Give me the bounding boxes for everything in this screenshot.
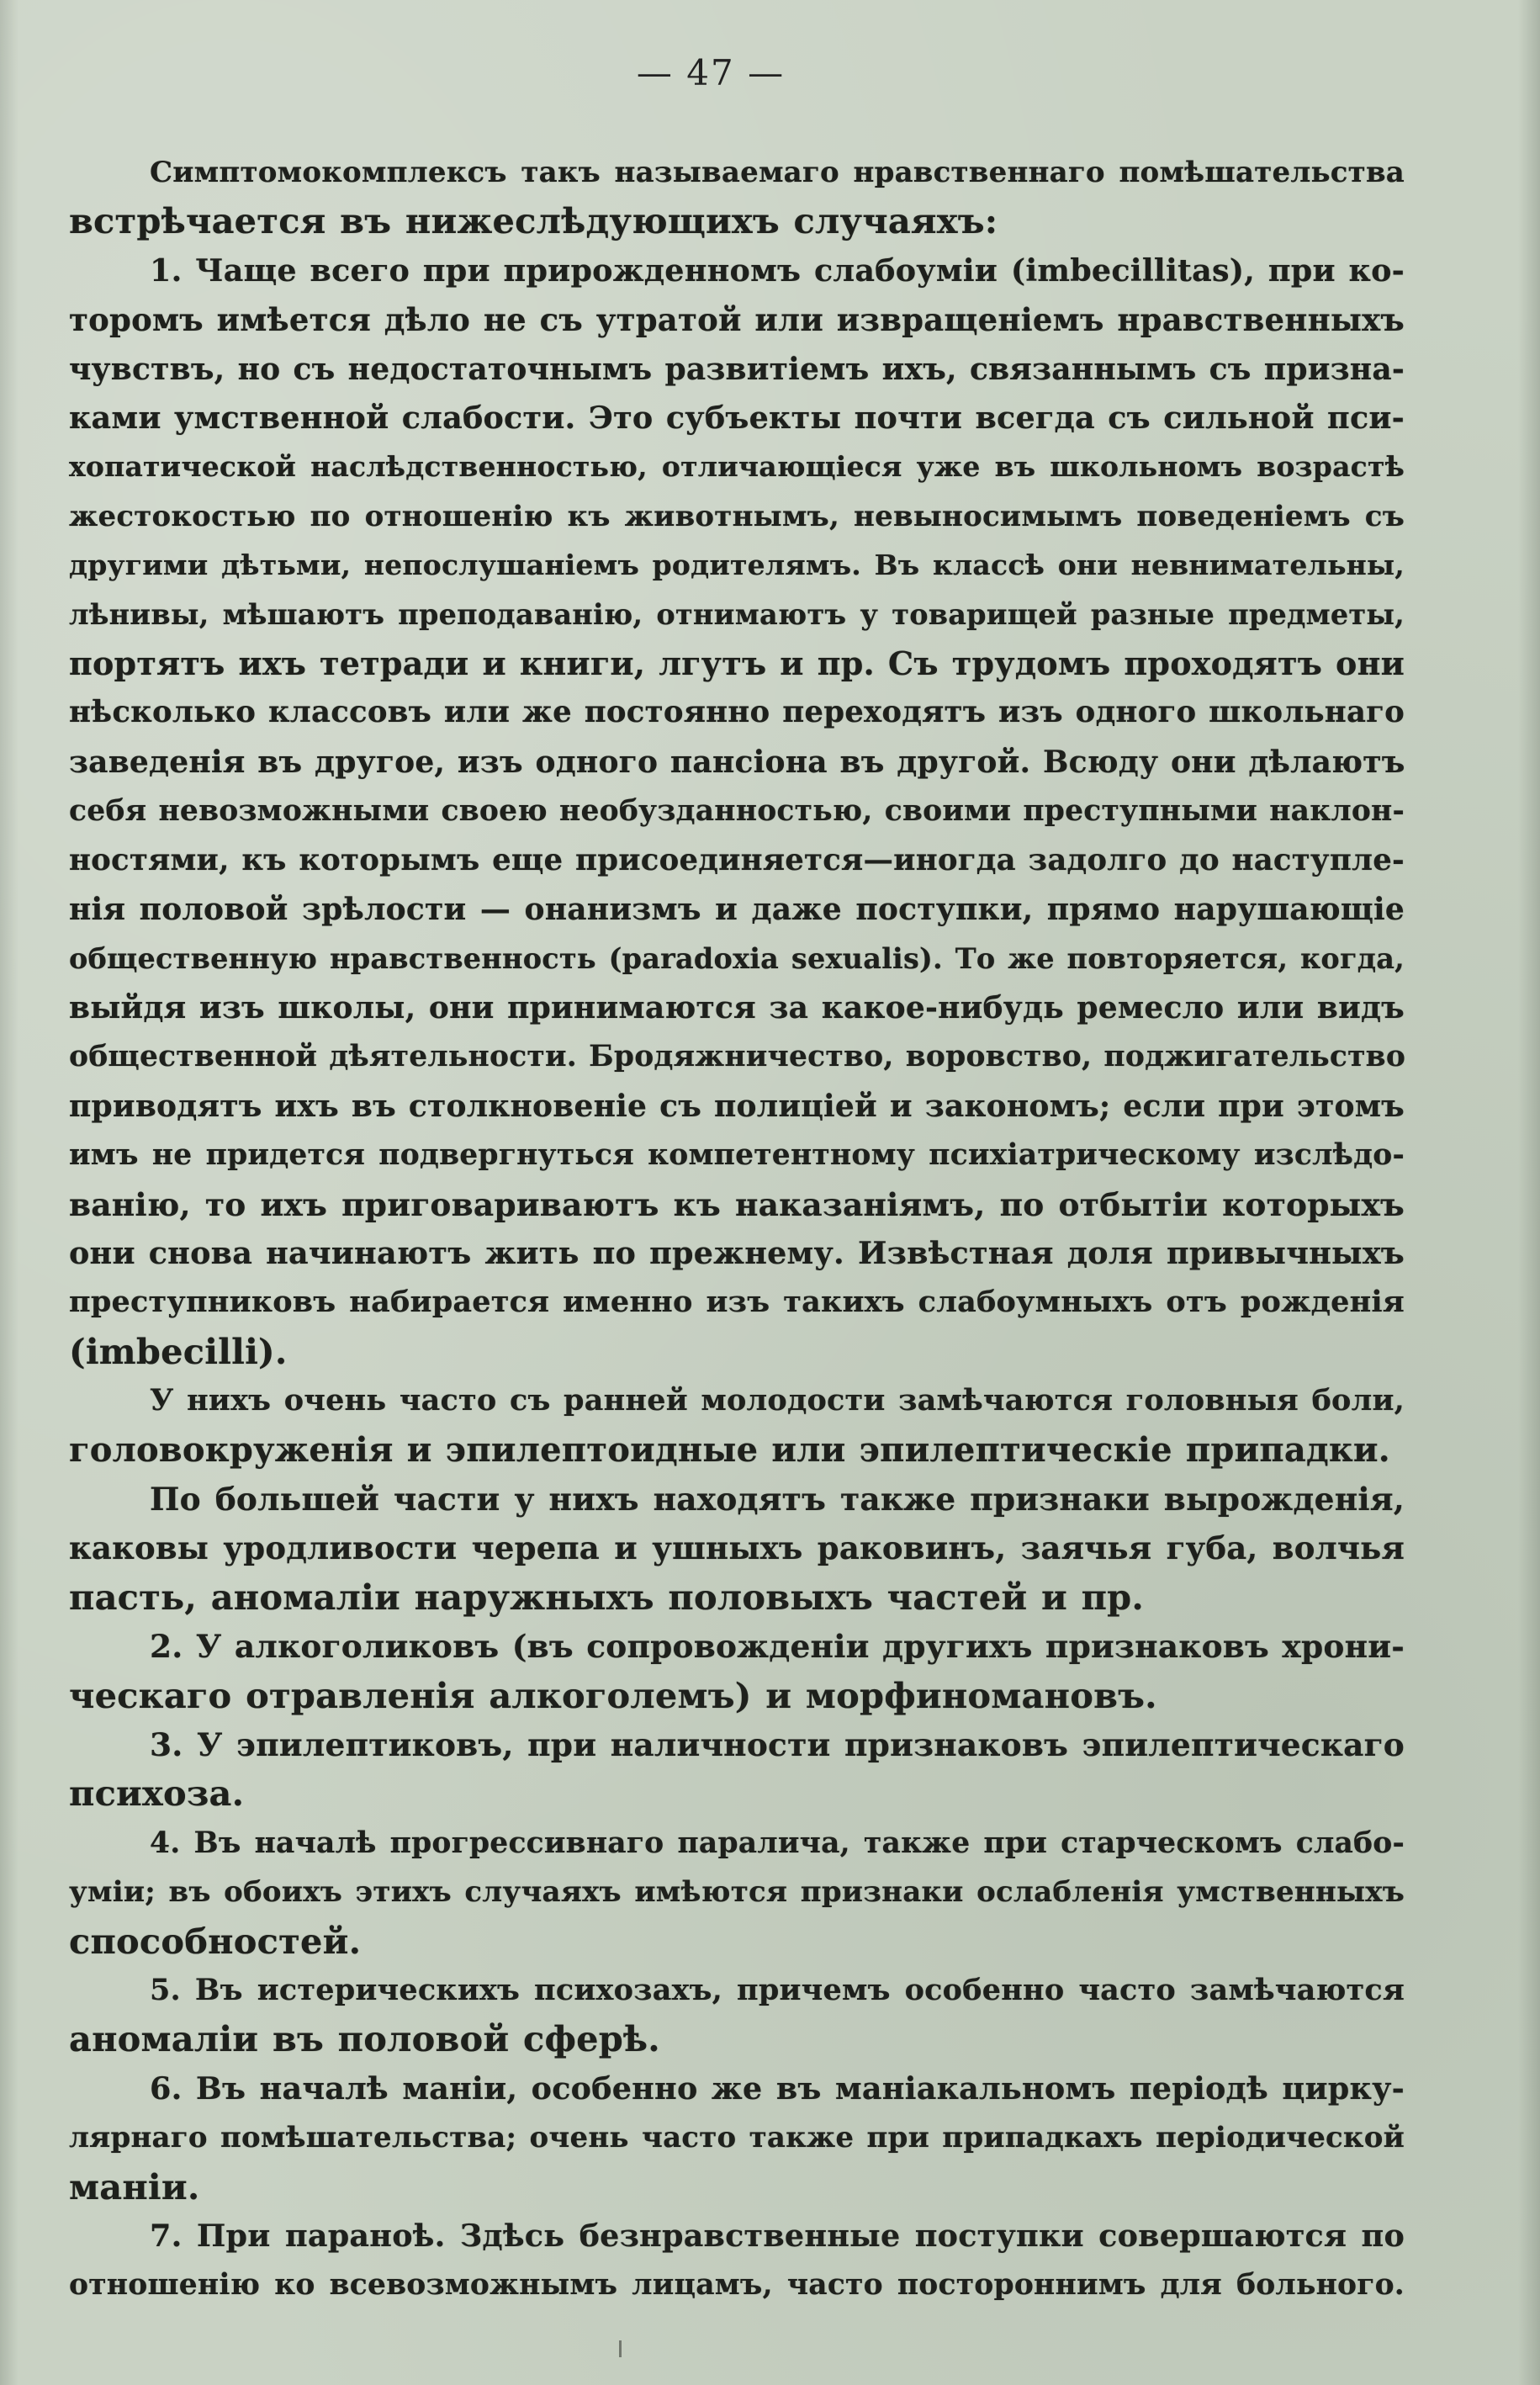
text-line: другими дѣтьми, непослушаніемъ родителямъ. Въ классѣ они невнимательны, <box>69 549 1405 582</box>
text-line: маніи. <box>69 2165 200 2207</box>
text-line: каковы уродливости черепа и ушныхъ раковинъ, заячья губа, волчья <box>69 1529 1405 1567</box>
text-line: ками умственной слабости. Это субъекты почти всегда съ сильной пси- <box>69 400 1405 437</box>
text-line: аномаліи въ половой сферѣ. <box>69 2018 660 2060</box>
text-line: 4. Въ началѣ прогрессивнаго паралича, также при старческомъ слабо- <box>150 1826 1405 1860</box>
text-line: отношенію ко всевозможнымъ лицамъ, часто постороннимъ для больного. <box>69 2268 1405 2303</box>
text-line: 5. Въ истерическихъ психозахъ, причемъ особенно часто замѣчаются <box>150 1973 1405 2008</box>
text-line: Симптомокомплексъ такъ называемаго нравственнаго помѣшательства <box>150 156 1405 189</box>
text-line: ностями, къ которымъ еще присоединяется—иногда задолго до наступле- <box>69 842 1405 877</box>
text-line: жестокостью по отношенію къ животнымъ, невыносимымъ поведеніемъ съ <box>69 499 1405 533</box>
page-number: — 47 — <box>636 52 786 93</box>
text-line: общественной дѣятельности. Бродяжничество, воровство, поджигательство <box>69 1040 1406 1074</box>
text-line: ческаго отравленія алкоголемъ) и морфиномановъ. <box>69 1674 1157 1716</box>
text-line: ванію, то ихъ приговариваютъ къ наказаніямъ, по отбытіи которыхъ <box>69 1185 1405 1223</box>
text-line: нѣсколько классовъ или же постоянно переходятъ изъ одного школьнаго <box>69 695 1405 730</box>
text-line: уміи; въ обоихъ этихъ случаяхъ имѣются признаки ослабленія умственныхъ <box>69 1875 1405 1910</box>
text-line: 7. При паранoѣ. Здѣсь безнравственные поступки совершаются по <box>150 2218 1405 2255</box>
body-text <box>69 148 1405 2310</box>
text-line: себя невозможными своею необузданностью, своими преступными наклон- <box>69 794 1405 829</box>
text-line: портятъ ихъ тетради и книги, лгутъ и пр. Съ трудомъ проходятъ они <box>69 644 1405 683</box>
text-line: 3. У эпилептиковъ, при наличности признаковъ эпилептическаго <box>150 1726 1405 1763</box>
text-line: пасть, аномаліи наружныхъ половыхъ частей и пр. <box>69 1576 1145 1618</box>
text-line: чувствъ, но съ недостаточнымъ развитіемъ ихъ, связаннымъ съ призна- <box>69 351 1405 387</box>
text-line: По большей части у нихъ находятъ также признаки вырожденія, <box>150 1480 1405 1518</box>
text-line: имъ не придется подвергнуться компетентному психіатрическому изслѣдо- <box>69 1138 1405 1173</box>
text-line: (imbecilli). <box>69 1330 288 1372</box>
text-line: заведенія въ другое, изъ одного пансіона въ другой. Всюду они дѣлаютъ <box>69 744 1405 780</box>
text-line: 1. Чаще всего при прирожденномъ слабоуміи (imbecillitas), при ко- <box>150 252 1405 289</box>
text-line: выйдя изъ школы, они принимаются за какое-нибудь ремесло или видъ <box>69 989 1405 1026</box>
text-line: лярнаго помѣшательства; очень часто также при припадкахъ періодической <box>69 2121 1405 2155</box>
text-line: приводятъ ихъ въ столкновеніе съ полиціей и закономъ; если при этомъ <box>69 1088 1405 1124</box>
text-line: способностей. <box>69 1920 362 1962</box>
text-line: торомъ имѣется дѣло не съ утратой или извращеніемъ нравственныхъ <box>69 301 1405 339</box>
text-line: психоза. <box>69 1773 245 1815</box>
text-line: У нихъ очень часто съ ранней молодости замѣчаются головныя боли, <box>150 1383 1405 1418</box>
text-line: нія половой зрѣлости — онанизмъ и даже поступки, прямо нарушающіе <box>69 892 1405 928</box>
text-line: они снова начинаютъ жить по прежнему. Извѣстная доля привычныхъ <box>69 1234 1405 1271</box>
text-line: головокруженія и эпилептоидные или эпилептическіе припадки. <box>69 1429 1390 1470</box>
text-line: лѣнивы, мѣшаютъ преподаванію, отнимаютъ у товарищей разные предметы, <box>69 597 1405 631</box>
text-line: преступниковъ набирается именно изъ такихъ слабоумныхъ отъ рожденія <box>69 1285 1405 1320</box>
text-line: хопатической наслѣдственностью, отличающіеся уже въ школьномъ возрастѣ <box>69 450 1405 484</box>
print-speck <box>619 2340 622 2357</box>
text-line: встрѣчается въ нижеслѣдующихъ случаяхъ: <box>69 200 998 242</box>
text-line: 2. У алкоголиковъ (въ сопровожденіи другихъ признаковъ хрони- <box>150 1628 1405 1666</box>
text-line: общественную нравственность (paradoxia sexualis). То же повторяется, когда, <box>69 941 1405 975</box>
text-line: 6. Въ началѣ маніи, особенно же въ маніакальномъ періодѣ цирку- <box>150 2070 1405 2107</box>
